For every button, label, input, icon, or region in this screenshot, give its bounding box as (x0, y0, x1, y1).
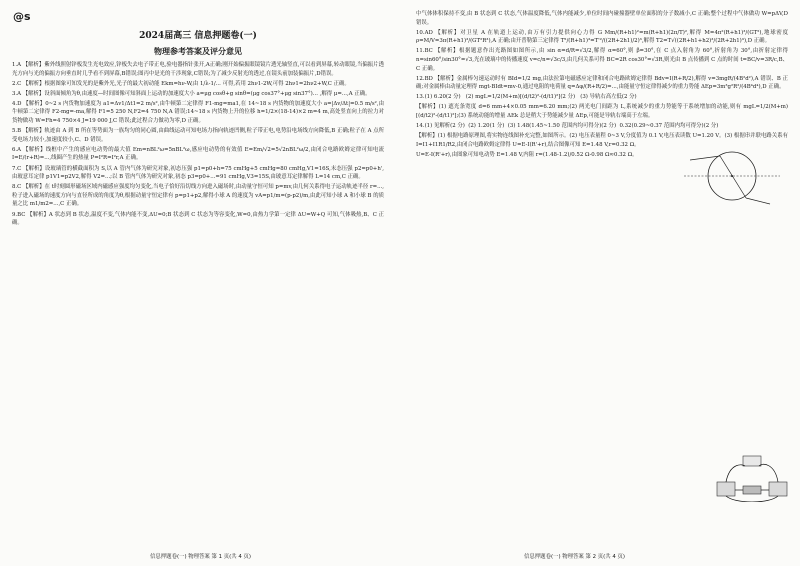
answer-item: 2.C 【解析】根据图象可知发光的是紫外光,光子的最大初动能 Ekm=hν-W,由 1/λ-1/... 可得,若用 2hν1-2W,可得 2hν1=2hν2+W,C 正确。 (12, 80, 350, 87)
answer-item: 3.A 【解析】设斜面倾角为θ,由速度—时间图像可知斜面上运动的加速度大小 a=μg cosθ+g sinθ=(μg cos37°+μg sin37°)... ,解得 μ=...,A 正确。 (12, 90, 371, 97)
answer-item: 1.A 【解析】紫外线照射锌板发生光电效应,锌板失去电子带正电,验电器指针张开,A正确;刚开始偏振眼镜镜片透光轴竖直,可以看到屏幕,转动眼镜,当偏振片透光方向与光的偏振方向垂直时几乎看不到屏幕,B错误;图丙中是光的干涉现象,C错误;为了减少反射光的透过,在镜头前加装偏振片,D错误。 (12, 62, 384, 77)
answer-item: 13.(1) 6.20(2 分) (2) mgL=1/2(M+m)[(d/t2)²-(d/t1)²](2 分) (3) 导轨右高左低(2 分) (416, 94, 637, 101)
answer-item: 4.D 【解析】0~2 s 内货物加速度为 a1=Δv1/Δt1=2 m/s²,由牛顿第二定律得 F1-mg=ma1,在 14~18 s 内货物的加速度大小 a=|Δv/Δt|=0.5 m/s²,由牛顿第二定律得 F2-mg=-ma,解得 F1=5 250 N,F2=4 750 N,A 错误;14~18 s 内货物上升的位移 h=1/2×(18-14)×2 m=4 m,高处竖直向上的拉力对货物做功 W=Fh=4 750×4 J=19 000 J,C 错误;此过程合力做功为零,D 正确。 (12, 100, 384, 125)
publisher-logo: @s (13, 10, 31, 23)
answer-item: 14.(1) 见解析(2 分) (2) 1.20(1 分) (3) 1.48(1.45~1.50 范围内均可得分)(2 分) 0.32(0.29~0.37 范围内均可得分)(2 分) (416, 123, 719, 130)
page-title: 2024届高三 信息押题卷(一) (139, 31, 257, 41)
page-subtitle: 物理参考答案及评分意见 (154, 46, 242, 56)
optics-diagram (680, 146, 784, 206)
answer-item: 7.C 【解析】设玻璃管的横截面积为 S,以 A 管内气体为研究对象,初态压强 p1=p0+h=75 cmHg+5 cmHg=80 cmHg,V1=16S,末态压强 p2=p0+h',由玻意耳定律 p1V1=p2V2,解得 V2=...;以 B 管内气体为研究对象,初态 p3=p0+...=91 cmHg,V3=15S,由玻意耳定律解得 L=14 cm,C 正确。 (12, 165, 384, 181)
answer-item: 【解析】(1) 根据电路原理图,将实物连线图补充完整,如图所示。(2) 电压表量程 0~3 V,分度值为 0.1 V,电压表读数 U=1.20 V。(3) 根据串并联电路关系有 I=I1+I1R1/R2,由闭合电路欧姆定律得 U=E-I(R'+r),结合图像可知 E=1.48 V,r=0.32 Ω。 (416, 133, 790, 148)
answer-item: 9.BC 【解析】A 状态到 B 状态,温度不变,气体内能不变,ΔU=0;B 状态到 C 状态为等容变化,W=0,由热力学第一定律 ΔU=W+Q 可知,气体吸热,B、C 正确。 (12, 211, 384, 227)
left-column (12, 24, 384, 229)
answer-item: 5.B 【解析】轨迹由 A 到 B 所在等势面为一族均匀的同心圆,由曲线运动可知电场力指向轨迹凹侧,粒子带正电,电势沿电场线方向降低,B 正确;粒子在 A 点所受电场力较小,加速度较小,C、D 错误。 (12, 128, 384, 143)
answer-item: 11.BC 【解析】根据题意作出光路图如图所示,由 sin α=d/R=√3/2,解得 α=60°,则 β=30°,在 C 点入射角为 60°,折射角为 30°,由折射定律得 n=sin60°/sin30°=√3,光在玻璃中的传播速度 v=c/n=√3c/3,由几何关系可得 BC=2R cos30°=√3R,则光由 B 点传播到 C 点的时间 t=BC/v=3R/c,B、C 正确。 (416, 48, 790, 72)
page-footer: 信息押题卷(一) 物理答案 第 2 页(共 4 页) (524, 554, 626, 560)
answer-item: 6.A 【解析】线框中产生的感应电动势的最大值 Em=nBL²ω=5nBL²ω,感应电动势的有效值 E=Em/√2=5√2nBL²ω/2,由闭合电路欧姆定律可知电流 I=E/(r+R)=...,线圈产生的热量 P=I²R=I²r,A 正确。 (12, 146, 386, 162)
page-footer: 信息押题卷(一) 物理答案 第 1 页(共 4 页) (150, 554, 252, 560)
answer-item: U=E-I(R'+r),由图象可知电动势 E=1.48 V,内阻 r=(1.48-1.2)/0.52 Ω-0.98 Ω≈0.32 Ω。 (416, 151, 638, 158)
answer-item: 12.BD 【解析】金属棒匀速运动时有 BId=1/2 mg,由法拉第电磁感应定律和闭合电路欧姆定律得 Bdv=I(R+R/2),解得 v=3mgR/(4B²d²),A 错误、B 正确;对金属棒由动量定理得 mgt-BIdt=mv-0,通过电阻的电荷量 q=Δφ/(R+R/2)=...,由能量守恒定律得减少的重力势能 ΔEp=3m³g²R²/(4B⁴d⁴),D 正确。 (416, 75, 788, 91)
right-column (416, 10, 788, 161)
answer-item: 10.AD 【解析】对卫星 A 在轨道上运动,由万有引力提供向心力得 G Mm/(R+h1)²=m(R+h1)(2π/T)²,解得 M=4π²(R+h1)³/(GT²),地球密度 ρ=M/V=3π(R+h1)³/(GT²R³),A 正确;由开普勒第三定律得 T²/(R+h1)³=T'²/((2R+2h1)/2)³,解得 T2=T√((2R+h1+h2)³/(2R+2h1)³),D 正确。 (416, 29, 790, 45)
answer-item: 中气体体积保持不变,由 B 状态到 C 状态,气体温度降低,气体内能减少,单位时间内碰撞器壁单位面积的分子数减小,C 正确;整个过程中气体做功 W=pΔV,D 错误。 (416, 11, 790, 26)
answer-item: 【解析】(1) 遮光条宽度 d=6 mm+4×0.05 mm=6.20 mm;(2) 两光电门间距为 L,系统减少的重力势能等于系统增加的动能,则有 mgL=1/2(M+m)[(d/t2)²-(d/t1)²];(3) 系统动能的增量 ΔEk 总是稍大于势能减少量 ΔEp,可能是导轨右端高于左端。 (416, 104, 788, 120)
answer-item: 8.C 【解析】在 t时刻圆形磁场区域内磁感应强度均匀变化,当电子恰好沿切线方向进入磁场时,由动量守恒可知 p=mv,由几何关系得电子运动轨迹半径 r=...,粒子进入磁场的速度方向与直径所成的角度为θ,根据动量守恒定律有 p=p1+p2,解得小球 A 的速度为 vA=p1/m=(p-p2)/m,由此可知小球 A 和小球 B 的质量之比 m1/m2=...,C 正确。 (12, 184, 384, 208)
circuit-diagram (715, 452, 791, 502)
